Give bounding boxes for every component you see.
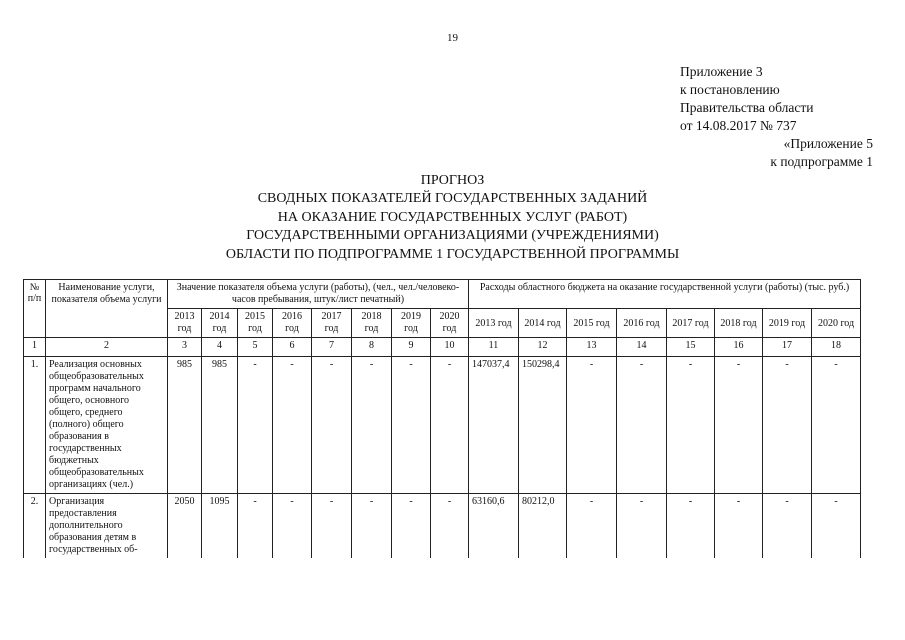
volume-year-header: 2017 год	[312, 309, 352, 338]
volume-value: -	[352, 357, 392, 494]
volume-value: -	[392, 357, 431, 494]
budget-year-header: 2019 год	[763, 309, 812, 338]
volume-year-header: 2018 год	[352, 309, 392, 338]
appendix-line-3: Правительства области	[680, 100, 814, 115]
title-line-5: ОБЛАСТИ ПО ПОДПРОГРАММЕ 1 ГОСУДАРСТВЕННОЙ ПРОГРАММЫ	[225, 246, 680, 262]
volume-value: -	[238, 494, 273, 559]
budget-year-header: 2018 год	[715, 309, 763, 338]
budget-value: -	[567, 357, 617, 494]
column-number-row	[24, 338, 861, 357]
volume-value: 985	[168, 357, 202, 494]
volume-value: -	[312, 494, 352, 559]
column-number-cell: 16	[715, 338, 763, 357]
row-number: 1.	[24, 357, 46, 494]
column-number-cell: 7	[312, 338, 352, 357]
page-number: 19	[447, 32, 458, 44]
column-number-cell: 17	[763, 338, 812, 357]
budget-value: -	[667, 494, 715, 559]
title-line-4: ГОСУДАРСТВЕННЫМИ ОРГАНИЗАЦИЯМИ (УЧРЕЖДЕНИЯМИ)	[246, 228, 659, 244]
header-volume-group: Значение показателя объема услуги (работы), (чел., чел./человеко-часов пребывания, штук/лист печатный)	[168, 280, 469, 309]
volume-year-header: 2013 год	[168, 309, 202, 338]
column-number-cell: 4	[202, 338, 238, 357]
budget-value: -	[617, 494, 667, 559]
column-number-cell: 8	[352, 338, 392, 357]
column-number-cell: 18	[812, 338, 861, 357]
volume-value: -	[312, 357, 352, 494]
volume-year-header: 2016 год	[273, 309, 312, 338]
volume-year-header: 2020 год	[431, 309, 469, 338]
appendix-block	[680, 63, 873, 171]
budget-value: -	[763, 357, 812, 494]
volume-value: -	[431, 494, 469, 559]
column-number-cell: 1	[24, 338, 46, 357]
column-number-cell: 2	[46, 338, 168, 357]
volume-value: 2050	[168, 494, 202, 559]
column-number-cell: 6	[273, 338, 312, 357]
column-number-cell: 12	[519, 338, 567, 357]
budget-value: 80212,0	[519, 494, 567, 559]
column-number-cell: 10	[431, 338, 469, 357]
volume-value: -	[273, 357, 312, 494]
budget-value: -	[667, 357, 715, 494]
table-row	[24, 494, 861, 559]
appendix-line-2: к постановлению	[680, 82, 780, 97]
budget-value: -	[567, 494, 617, 559]
appendix-line-6: к подпрограмме 1	[770, 154, 873, 169]
budget-year-header: 2016 год	[617, 309, 667, 338]
budget-year-header: 2013 год	[469, 309, 519, 338]
table-body	[24, 357, 861, 559]
volume-value: -	[392, 494, 431, 559]
column-number-cell: 5	[238, 338, 273, 357]
volume-year-header: 2014 год	[202, 309, 238, 338]
budget-value: -	[715, 494, 763, 559]
budget-year-header: 2020 год	[812, 309, 861, 338]
column-number-cell: 11	[469, 338, 519, 357]
volume-year-header: 2015 год	[238, 309, 273, 338]
header-col-num: № п/п	[24, 280, 46, 338]
appendix-line-5: «Приложение 5	[783, 136, 873, 151]
budget-year-header: 2017 год	[667, 309, 715, 338]
column-number-cell: 14	[617, 338, 667, 357]
service-name: Реализация основных общеобразовательных программ начального общего, основного общего, среднего (полного) общего образования в государственных бюджетных общеобразовательных организациях (чел.)	[46, 357, 168, 494]
budget-value: 147037,4	[469, 357, 519, 494]
volume-year-header: 2019 год	[392, 309, 431, 338]
volume-value: -	[273, 494, 312, 559]
budget-value: -	[617, 357, 667, 494]
header-row-1	[24, 280, 861, 309]
volume-value: 985	[202, 357, 238, 494]
row-number: 2.	[24, 494, 46, 559]
volume-value: 1095	[202, 494, 238, 559]
budget-value: -	[715, 357, 763, 494]
budget-year-header: 2014 год	[519, 309, 567, 338]
title-line-1: ПРОГНОЗ	[420, 173, 485, 188]
column-number-cell: 15	[667, 338, 715, 357]
budget-value: -	[812, 494, 861, 559]
header-budget-group: Расходы областного бюджета на оказание государственной услуги (работы) (тыс. руб.)	[469, 280, 861, 309]
column-number-cell: 9	[392, 338, 431, 357]
volume-value: -	[352, 494, 392, 559]
column-number-cell: 3	[168, 338, 202, 357]
budget-value: 63160,6	[469, 494, 519, 559]
table-row	[24, 357, 861, 494]
column-number-cell: 13	[567, 338, 617, 357]
budget-value: 150298,4	[519, 357, 567, 494]
volume-value: -	[238, 357, 273, 494]
budget-value: -	[763, 494, 812, 559]
header-col-name: Наименование услуги, показателя объема услуги	[46, 280, 168, 338]
title-line-3: НА ОКАЗАНИЕ ГОСУДАРСТВЕННЫХ УСЛУГ (РАБОТ)	[277, 209, 628, 225]
document-title	[0, 172, 905, 264]
service-name: Организация предоставления дополнительного образования детям в государственных об-	[46, 494, 168, 559]
title-line-2: СВОДНЫХ ПОКАЗАТЕЛЕЙ ГОСУДАРСТВЕННЫХ ЗАДАНИЙ	[257, 191, 648, 207]
budget-year-header: 2015 год	[567, 309, 617, 338]
appendix-line-1: Приложение 3	[680, 64, 763, 79]
forecast-table	[23, 279, 861, 558]
volume-value: -	[431, 357, 469, 494]
budget-value: -	[812, 357, 861, 494]
appendix-line-4: от 14.08.2017 № 737	[680, 118, 797, 133]
